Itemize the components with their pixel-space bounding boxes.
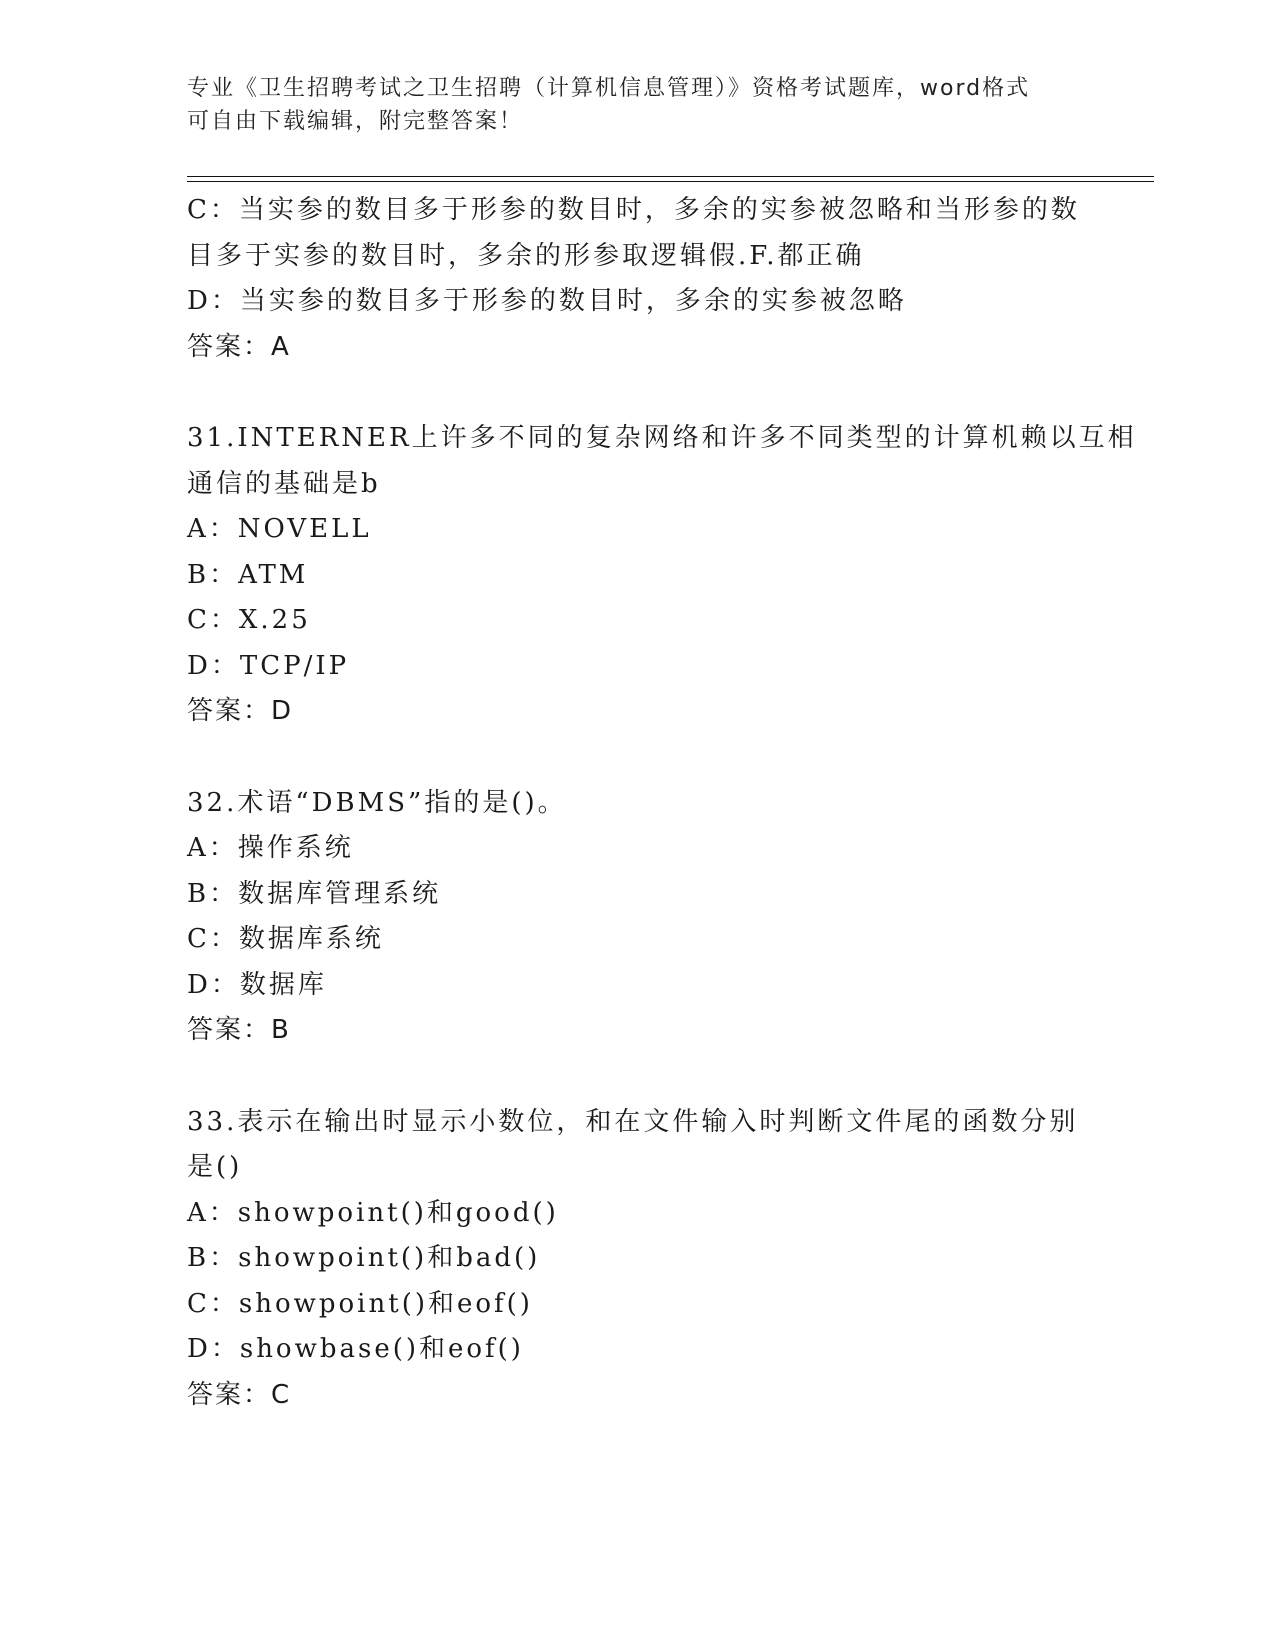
option-d: D：showbase()和eof(): [187, 1334, 524, 1364]
option-b: B：showpoint()和bad(): [187, 1243, 541, 1273]
header-line-2: 可自由下载编辑，附完整答案！: [187, 109, 524, 134]
question-stem-line-1: 31.INTERNER上许多不同的复杂网络和许多不同类型的计算机赖以互相: [187, 423, 1137, 453]
option-c-line-2: 目多于实参的数目时，多余的形参取逻辑假.F.都正确: [187, 240, 865, 271]
option-d: D：数据库: [187, 969, 327, 1000]
answer-text: 答案：B: [187, 1015, 291, 1045]
header-rule-top: [187, 176, 1154, 177]
question-stem-line-1: 33.表示在输出时显示小数位，和在文件输入时判断文件尾的函数分别: [187, 1106, 1079, 1137]
option-c: C：showpoint()和eof(): [187, 1288, 533, 1319]
spacer: [187, 1054, 1107, 1100]
option-b: B：ATM: [187, 559, 309, 590]
document-header: [187, 72, 1087, 138]
spacer: [187, 735, 1107, 781]
header-line-1: 专业《卫生招聘考试之卫生招聘（计算机信息管理）》资格考试题库，word格式: [187, 76, 1031, 101]
question-stem-line-2: 是(): [187, 1152, 243, 1182]
answer-text: 答案：D: [187, 696, 294, 726]
option-c-line-1: C：当实参的数目多于形参的数目时，多余的实参被忽略和当形参的数: [187, 195, 1080, 225]
question-stem-line-2: 通信的基础是b: [187, 468, 381, 499]
question-block-32: [187, 781, 1107, 1054]
option-c: C：X.25: [187, 605, 311, 635]
option-d: D：当实参的数目多于形参的数目时，多余的实参被忽略: [187, 286, 907, 316]
question-block-prev: [187, 188, 1107, 370]
answer-text: 答案：C: [187, 1379, 292, 1410]
spacer: [187, 370, 1107, 416]
option-a: A：NOVELL: [187, 514, 372, 544]
answer-text: 答案：A: [187, 331, 291, 362]
header-rule-bottom: [187, 181, 1154, 182]
option-a: A：showpoint()和good(): [187, 1197, 559, 1228]
option-a: A：操作系统: [187, 833, 354, 863]
question-block-33: [187, 1100, 1107, 1419]
option-c: C：数据库系统: [187, 924, 384, 954]
question-content: [187, 188, 1137, 1418]
question-block-31: [187, 416, 1137, 735]
question-stem: 32.术语“DBMS”指的是()。: [187, 787, 567, 818]
option-d: D：TCP/IP: [187, 650, 350, 681]
option-b: B：数据库管理系统: [187, 878, 442, 909]
